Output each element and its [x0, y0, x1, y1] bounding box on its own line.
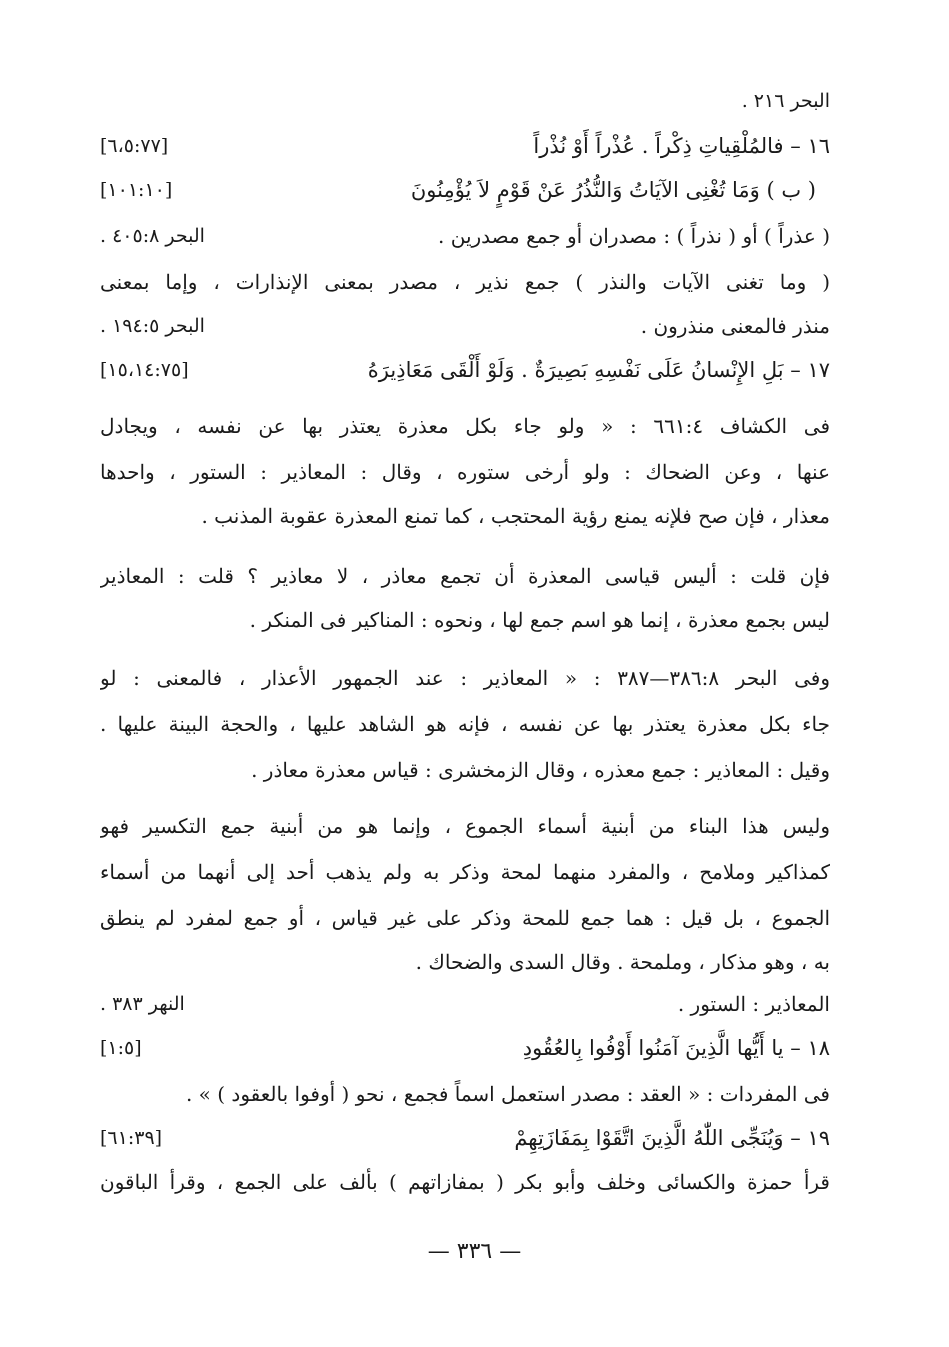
- kashshaf-line-1: فى الكشاف ٦٦١:٤ : « ولو جاء بكل معذرة يعتذر بها عن نفسه ، ويجادل: [100, 414, 830, 438]
- bahr-line-2: جاء بكل معذرة يعتذر بها عن نفسه ، فإنه هو الشاهد عليها ، والحجة البينة عليها .: [100, 712, 830, 736]
- source-citation: البحر ٤٠٥:٨ .: [100, 225, 205, 247]
- comment-1: [100, 216, 830, 256]
- bahr-line-1: وفى البحر ٣٨٦:٨—٣٨٧ : « المعاذير : عند الجمهور الأعذار ، فالمعنى : لو: [100, 666, 830, 690]
- verse-reference: [٦١:٣٩]: [100, 1127, 163, 1149]
- kashshaf-line-2: عنها ، وعن الضحاك : ولو أرخى ستوره ، وقال : المعاذير : الستور ، واحدها: [100, 460, 830, 484]
- question-line-1: فإن قلت : أليس قياسى المعذرة أن تجمع معاذر ، لا معاذير ؟ قلت : المعاذير: [100, 564, 830, 588]
- qiraa-line: قرأ حمزة والكسائى وخلف وأبو بكر ( بمفازاتهم ) بألف على الجمع ، وقرأ الباقون: [100, 1170, 830, 1194]
- verse-18: [100, 1028, 830, 1068]
- verse-17: [100, 350, 830, 390]
- verse-19: [100, 1118, 830, 1158]
- binaa-line-4: به ، وهو مذكار ، وملمحة . وقال السدى والضحاك .: [415, 950, 830, 974]
- verse-reference: [١٠١:١٠]: [100, 179, 173, 201]
- verse-reference: [١٥،١٤:٧٥]: [100, 359, 189, 381]
- header-source: البحر ٢١٦ .: [741, 90, 830, 112]
- comment-text: منذر فالمعنى منذرون .: [640, 314, 830, 338]
- binaa-line-1: وليس هذا البناء من أبنية أسماء الجموع ، وإنما هو من أبنية جمع التكسير فهو: [100, 814, 830, 838]
- nahr-citation: [100, 984, 830, 1024]
- question-line-2: ليس بجمع معذرة ، إنما هو اسم جمع لها ، ونحوه : المناكير فى المنكر .: [249, 608, 830, 632]
- comment-text: المعاذير : الستور .: [677, 992, 830, 1016]
- verse-text: ( ب ) وَمَا تُغْنِى الآيَاتُ وَالنُّذُرُ عَنْ قَوْمٍ لاَ يُؤْمِنُونَ: [410, 178, 816, 202]
- page-number: — ٣٣٦ —: [427, 1239, 522, 1264]
- source-citation: النهر ٣٨٣ .: [100, 993, 185, 1015]
- verse-text: ١٧ – بَلِ الإِنْسانُ عَلَى نَفْسِهِ بَصِيرَةٌ . وَلَوْ أَلْقَى مَعَاذِيرَهُ: [367, 358, 830, 382]
- comment-text: ( عذراً ) أو ( نذراً ) : مصدران أو جمع مصدرين .: [438, 224, 830, 248]
- verse-16b: [100, 170, 830, 210]
- binaa-line-3: الجموع ، بل قيل : هما جمع للمحة وذكر على غير قياس ، أو جمع لمفرد لم ينطق: [100, 906, 830, 930]
- verse-text: ١٩ – وَيُنَجِّى اللّٰهُ الَّذِينَ اتَّقَوْا بِمَفَازَتِهِمْ: [514, 1126, 830, 1150]
- comment-2-line-1: ( وما تغنى الآيات والنذر ) جمع نذير ، مصدر بمعنى الإنذارات ، وإما بمعنى: [100, 270, 830, 294]
- mufradat-line: فى المفردات : « العقد : مصدر استعمل اسماً فجمع ، نحو ( أوفوا بالعقود ) » .: [185, 1082, 830, 1106]
- verse-text: ١٦ – فالمُلْقِياتِ ذِكْراً . عُذْراً أَوْ نُذْراً: [533, 134, 830, 158]
- verse-text: ١٨ – يا أَيُّها الَّذِينَ آمَنُوا أَوْفُوا بِالعُقُودِ: [522, 1036, 830, 1060]
- verse-16: [100, 126, 830, 166]
- comment-2-line-2: [100, 306, 830, 346]
- source-citation: البحر ١٩٤:٥ .: [100, 315, 205, 337]
- kashshaf-line-3: معذار ، فإن صح فلإنه يمنع رؤية المحتجب ، كما تمنع المعذرة عقوبة المذنب .: [201, 504, 830, 528]
- binaa-line-2: كمذاكير وملامح ، والمفرد منهما لمحة وذكر به ولم يذهب أحد إلى أنهما من أسماء: [100, 860, 830, 884]
- verse-reference: [١:٥]: [100, 1037, 142, 1059]
- verse-reference: [٦،٥:٧٧]: [100, 135, 169, 157]
- bahr-line-3: وقيل : المعاذير : جمع معذره ، وقال الزمخشرى : قياس معذرة معاذر .: [251, 758, 830, 782]
